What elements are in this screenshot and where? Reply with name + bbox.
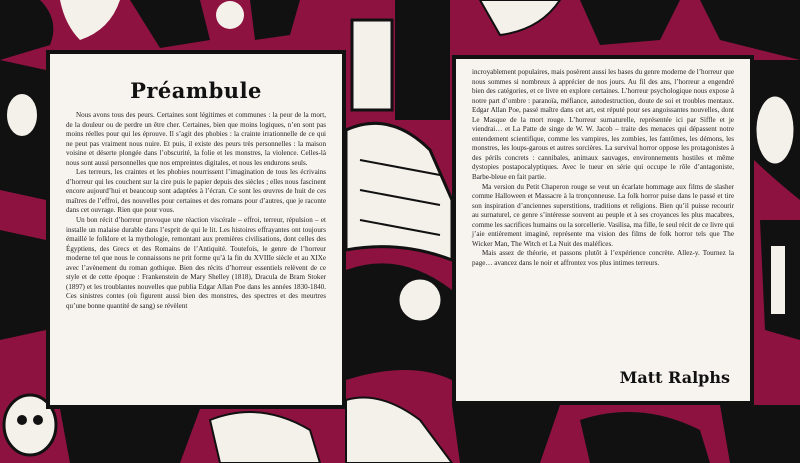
paragraph: Ma version du Petit Chaperon rouge se veut un écarlate hommage aux films de slasher comme Halloween et Massacre à la tronçonneuse. La folk horror puise dans le passé et tire son inspiration d’anciennes superstitions, traditions et religions. Bien qu’il puisse recourir au surnaturel, ce genre s’intéresse souvent au peuple et à ses croyances les plus macabres, comme les sacrifices humains ou la sorcellerie. Vasilisa, ma fille, le seul récit de ce livre qui j’aie entièrement imaginé, représente ma vision des films de folk horror tels que The Wicker Man, The Witch et La Nuit des maléfices. <box>472 182 734 248</box>
body-text-right <box>472 68 734 268</box>
paragraph: Un bon récit d’horreur provoque une réaction viscérale – effroi, terreur, répulsion – et installe un malaise durable dans l’esprit de qui le lit. Les histoires effrayantes ont toujours émaillé le folklore et la mythologie, remontant aux premières civilisations, dont celles des Égyptiens, des Grecs et des Romains de l’Antiquité. Toutefois, le genre de l’horreur moderne tel que nous le connaissons ne prit forme qu’à la fin du XVIIIe siècle et au XIXe avec l’avènement du roman gothique. Bien des récits d’horreur essentiels relèvent de ce style et de cette époque : Frankenstein de Mary Shelley (1818), Dracula de Bram Stoker (1897) et les troublantes nouvelles que publia Edgar Allan Poe dans les années 1830-1840. Ces sinistres contes (où figurent aussi bien des monstres, des spectres et des meurtres qu’une bonne quantité de sang) se révèlent <box>66 216 326 310</box>
page-title: Préambule <box>130 78 262 103</box>
paragraph: Les terreurs, les craintes et les phobies nourrissent l’imagination de tous les écrivains d’horreur qui les couchent sur la cire puis le papier depuis des siècles ; elles nous fascinent encore aujourd’hui et beaucoup sont adaptées à l’écran. Ce sont les œuvres de huit de ces maîtres de l’effroi, des nouvelles pour certaines et des romans pour d’autres, que je raconte dans cet ouvrage. Rien que pour vous. <box>66 168 326 215</box>
paragraph: Nous avons tous des peurs. Certaines sont légitimes et communes : la peur de la mort, de la douleur ou de perdre un être cher. Certaines, bien que moins logiques, n’en sont pas moins réelles pour qui les éprouve. Il s’agit des phobies : la crainte irrationnelle de ce qui ne peut pas vraiment nous nuire. Et puis, il existe des peurs très personnelles : la maison voisine et déserte plongée dans l’obscurité, la folie et les monstres, la violence. Celles-là nous sont aussi personnelles que nos empreintes digitales, et nous les endurons seuls. <box>66 111 326 167</box>
author-signature: Matt Ralphs <box>619 368 730 387</box>
body-text-left <box>66 111 326 311</box>
paragraph: Mais assez de théorie, et passons plutôt à l’expérience concrète. Allez-y. Tournez la page… avancez dans le noir et affrontez vos plus intimes terreurs. <box>472 249 734 267</box>
preamble-page-right <box>452 55 754 405</box>
preamble-page-left <box>46 50 346 409</box>
paragraph: incroyablement populaires, mais posèrent aussi les bases du genre moderne de l’horreur que nous sommes si nombreux à apprécier de nos jours. Au fil des ans, l’horreur a engendré bien des catégories, et ce livre en explore certaines. L’horreur psychologique nous expose à notre part d’ombre : paranoïa, méfiance, autodestruction, doute de soi et troubles mentaux. Edgar Allan Poe, passé maître dans cet art, est réputé pour ses angoissantes nouvelles, dont Le Masque de la mort rouge. L’horreur surnaturelle, représentée ici par Siffle et je viendrai… et La Patte de singe de W. W. Jacob – traite des menaces qui dépassent notre entendement scientifique, comme les vampires, les zombies, les fantômes, les démons, les monstres, les loups-garous et autres sorcières. La survival horror oppose les protagonistes à des périls concrets : cannibales, animaux sauvages, environnements hostiles et même dystopies postapocalyptiques. Avec le tueur en série qui occupe le rôle d’antagoniste, Barbe-bleue en fait partie. <box>472 68 734 182</box>
